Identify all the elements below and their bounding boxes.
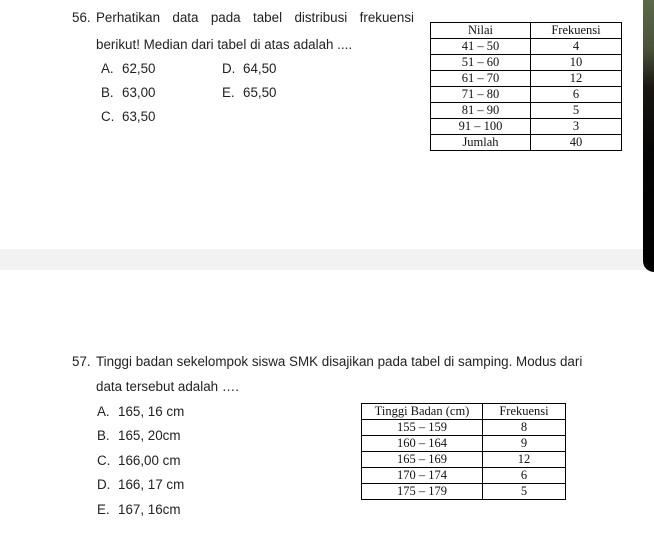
- option-value: 62,50: [122, 61, 156, 76]
- word: distribusi: [294, 10, 348, 25]
- option-value: 166, 17 cm: [118, 477, 185, 492]
- word: pada: [210, 10, 241, 25]
- table-row: [431, 71, 622, 87]
- option-value: 64,50: [243, 61, 277, 76]
- table-cell: 10: [531, 55, 622, 71]
- option-d[interactable]: [97, 473, 184, 497]
- option-value: 63,00: [122, 85, 156, 100]
- table-header-row: [431, 23, 622, 39]
- table-row: [431, 103, 622, 119]
- table-cell: 12: [531, 71, 622, 87]
- table-header: Tinggi Badan (cm): [362, 404, 483, 420]
- table-cell: 6: [531, 87, 622, 103]
- word: Perhatikan: [96, 10, 161, 25]
- table-row: [362, 484, 566, 500]
- question-text-line1: Tinggi badan sekelompok siswa SMK disajikan pada tabel di samping. Modus dari: [96, 354, 583, 369]
- option-b[interactable]: [97, 424, 181, 448]
- table-cell: 4: [531, 39, 622, 55]
- option-c[interactable]: [101, 105, 156, 129]
- question-text-line2: berikut! Median dari tabel di atas adalah ....: [96, 37, 353, 52]
- table-row: [431, 87, 622, 103]
- table-cell: 5: [531, 103, 622, 119]
- option-letter: E.: [222, 85, 235, 100]
- question-number: 56.: [72, 10, 91, 25]
- option-c[interactable]: [97, 449, 181, 473]
- table-cell: 170 – 174: [362, 468, 483, 484]
- option-a[interactable]: [101, 57, 156, 81]
- table-cell: 41 – 50: [431, 39, 531, 55]
- table-cell: 91 – 100: [431, 119, 531, 135]
- table-header: Frekuensi: [483, 404, 566, 420]
- option-letter: C.: [101, 109, 115, 124]
- question-text-line2: data tersebut adalah ….: [96, 379, 239, 394]
- table-cell: 9: [483, 436, 566, 452]
- question-text-line1: [96, 6, 414, 30]
- device-edge: [643, 0, 654, 272]
- option-letter: A.: [97, 404, 110, 419]
- table-cell: Jumlah: [431, 135, 531, 151]
- table-row: [362, 468, 566, 484]
- option-value: 167, 16cm: [118, 502, 181, 517]
- table-cell: 175 – 179: [362, 484, 483, 500]
- option-letter: D.: [222, 61, 236, 76]
- table-cell: 155 – 159: [362, 420, 483, 436]
- option-value: 165, 20cm: [118, 428, 181, 443]
- table-cell: 71 – 80: [431, 87, 531, 103]
- table-cell: 40: [531, 135, 622, 151]
- word: tabel: [253, 10, 283, 25]
- table-cell: 51 – 60: [431, 55, 531, 71]
- option-e[interactable]: [222, 81, 277, 105]
- table-header: Nilai: [431, 23, 531, 39]
- table-cell: 81 – 90: [431, 103, 531, 119]
- word: data: [172, 10, 199, 25]
- option-letter: B.: [97, 428, 110, 443]
- table-cell: 160 – 164: [362, 436, 483, 452]
- word: frekuensi: [359, 10, 414, 25]
- table-header-row: [362, 404, 566, 420]
- option-letter: B.: [101, 85, 114, 100]
- table-header: Frekuensi: [531, 23, 622, 39]
- table-cell: 5: [483, 484, 566, 500]
- option-d[interactable]: [222, 57, 277, 81]
- option-letter: C.: [97, 453, 111, 468]
- table-cell: 61 – 70: [431, 71, 531, 87]
- option-e[interactable]: [97, 498, 181, 522]
- table-row: [362, 452, 566, 468]
- table-total-row: [431, 135, 622, 151]
- question-number: 57.: [72, 354, 91, 369]
- table-row: [431, 39, 622, 55]
- table-cell: 3: [531, 119, 622, 135]
- table-row: [362, 436, 566, 452]
- option-letter: D.: [97, 477, 111, 492]
- option-value: 63,50: [122, 109, 156, 124]
- frequency-table-nilai: [430, 22, 622, 151]
- table-cell: 165 – 169: [362, 452, 483, 468]
- table-cell: 6: [483, 468, 566, 484]
- option-value: 166,00 cm: [118, 453, 181, 468]
- option-value: 65,50: [243, 85, 277, 100]
- option-letter: A.: [101, 61, 114, 76]
- option-a[interactable]: [97, 400, 184, 424]
- table-row: [362, 420, 566, 436]
- table-row: [431, 55, 622, 71]
- page-separator: [0, 249, 654, 270]
- option-letter: E.: [97, 502, 110, 517]
- table-row: [431, 119, 622, 135]
- option-value: 165, 16 cm: [118, 404, 185, 419]
- frequency-table-tinggi-badan: [361, 403, 566, 500]
- table-cell: 8: [483, 420, 566, 436]
- table-cell: 12: [483, 452, 566, 468]
- option-b[interactable]: [101, 81, 156, 105]
